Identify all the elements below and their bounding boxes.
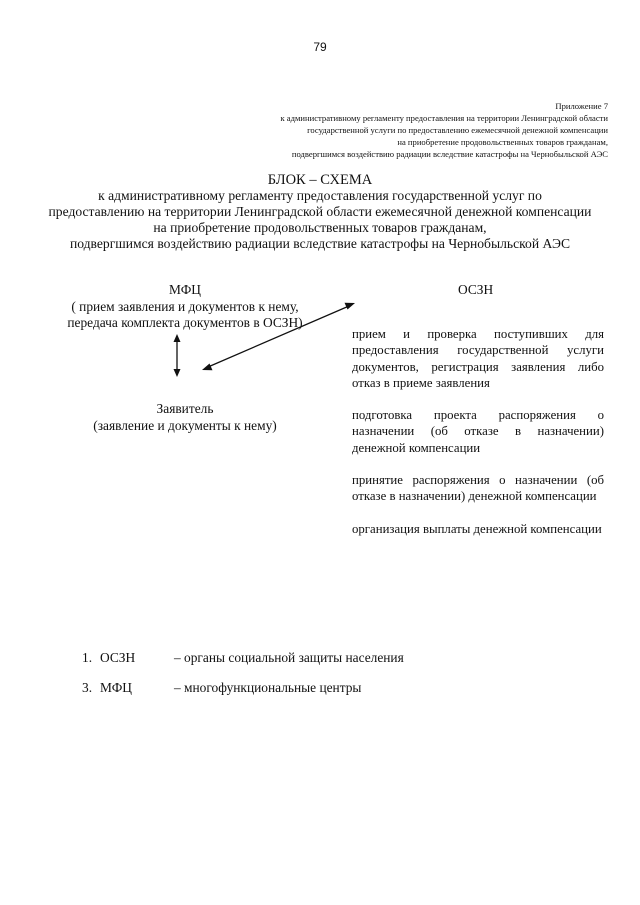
ozsn-duty: организация выплаты денежной компенсации xyxy=(352,521,602,536)
arrowhead-applicant xyxy=(202,364,213,371)
page-number: 79 xyxy=(313,40,327,54)
ozsn-duty: принятие распоряжения о назначении (об отказе в назначении) денежной компенсации xyxy=(352,473,604,504)
mfc-description: ( прием заявления и документов к нему, xyxy=(71,298,299,314)
abbreviation-number: 1. xyxy=(82,650,93,665)
abbreviation-term: МФЦ xyxy=(100,680,132,695)
ozsn-duty: прием и проверка поступивших для предоставления государственной услуги документов, регистрация заявления либо отказ в приеме заявления xyxy=(352,327,604,390)
document-heading: БЛОК – СХЕМА xyxy=(267,172,373,188)
abbreviation-definition: – многофункциональные центры xyxy=(174,680,362,695)
arrowhead-down xyxy=(174,369,181,377)
abbreviation-definition: – органы социальной защиты населения xyxy=(174,650,404,665)
appendix-line: на приобретение продовольственных товаров гражданам, xyxy=(397,137,608,147)
mfc-description: передача комплекта документов в ОСЗН) xyxy=(67,315,303,330)
applicant-node xyxy=(70,401,300,434)
title-line: предоставлению на территории Ленинградской области ежемесячной денежной компенсации xyxy=(48,204,592,219)
applicant-ozsn-arrow xyxy=(208,306,349,367)
appendix-line: к административному регламенту предоставления на территории Ленинградской области xyxy=(280,113,608,123)
appendix-title: Приложение 7 xyxy=(555,101,608,111)
applicant-title: Заявитель xyxy=(156,401,214,416)
title-line: подвергшимся воздействию радиации вследствие катастрофы на Чернобыльской АЭС xyxy=(69,236,571,251)
applicant-description: (заявление и документы к нему) xyxy=(93,417,277,433)
abbreviation-term: ОСЗН xyxy=(100,650,136,665)
appendix-line: подвергшимся воздействию радиации вследствие катастрофы на Чернобыльской АЭС xyxy=(291,149,608,159)
title-line: на приобретение продовольственных товаров гражданам, xyxy=(153,220,487,235)
mfc-title: МФЦ xyxy=(169,282,201,297)
arrowhead-ozsn xyxy=(345,303,356,310)
ozsn-title: ОСЗН xyxy=(458,282,494,297)
abbreviation-number: 3. xyxy=(82,680,93,695)
appendix-line: государственной услуги по предоставлению ежемесячной денежной компенсации xyxy=(307,125,608,135)
arrowhead-up xyxy=(174,334,181,342)
title-line: к административному регламенту предоставления государственной услуг по xyxy=(98,188,542,203)
ozsn-duties-list xyxy=(352,326,604,553)
ozsn-duty: подготовка проекта распоряжения о назначении (об отказе в назначении) денежной компенсации xyxy=(352,408,604,455)
